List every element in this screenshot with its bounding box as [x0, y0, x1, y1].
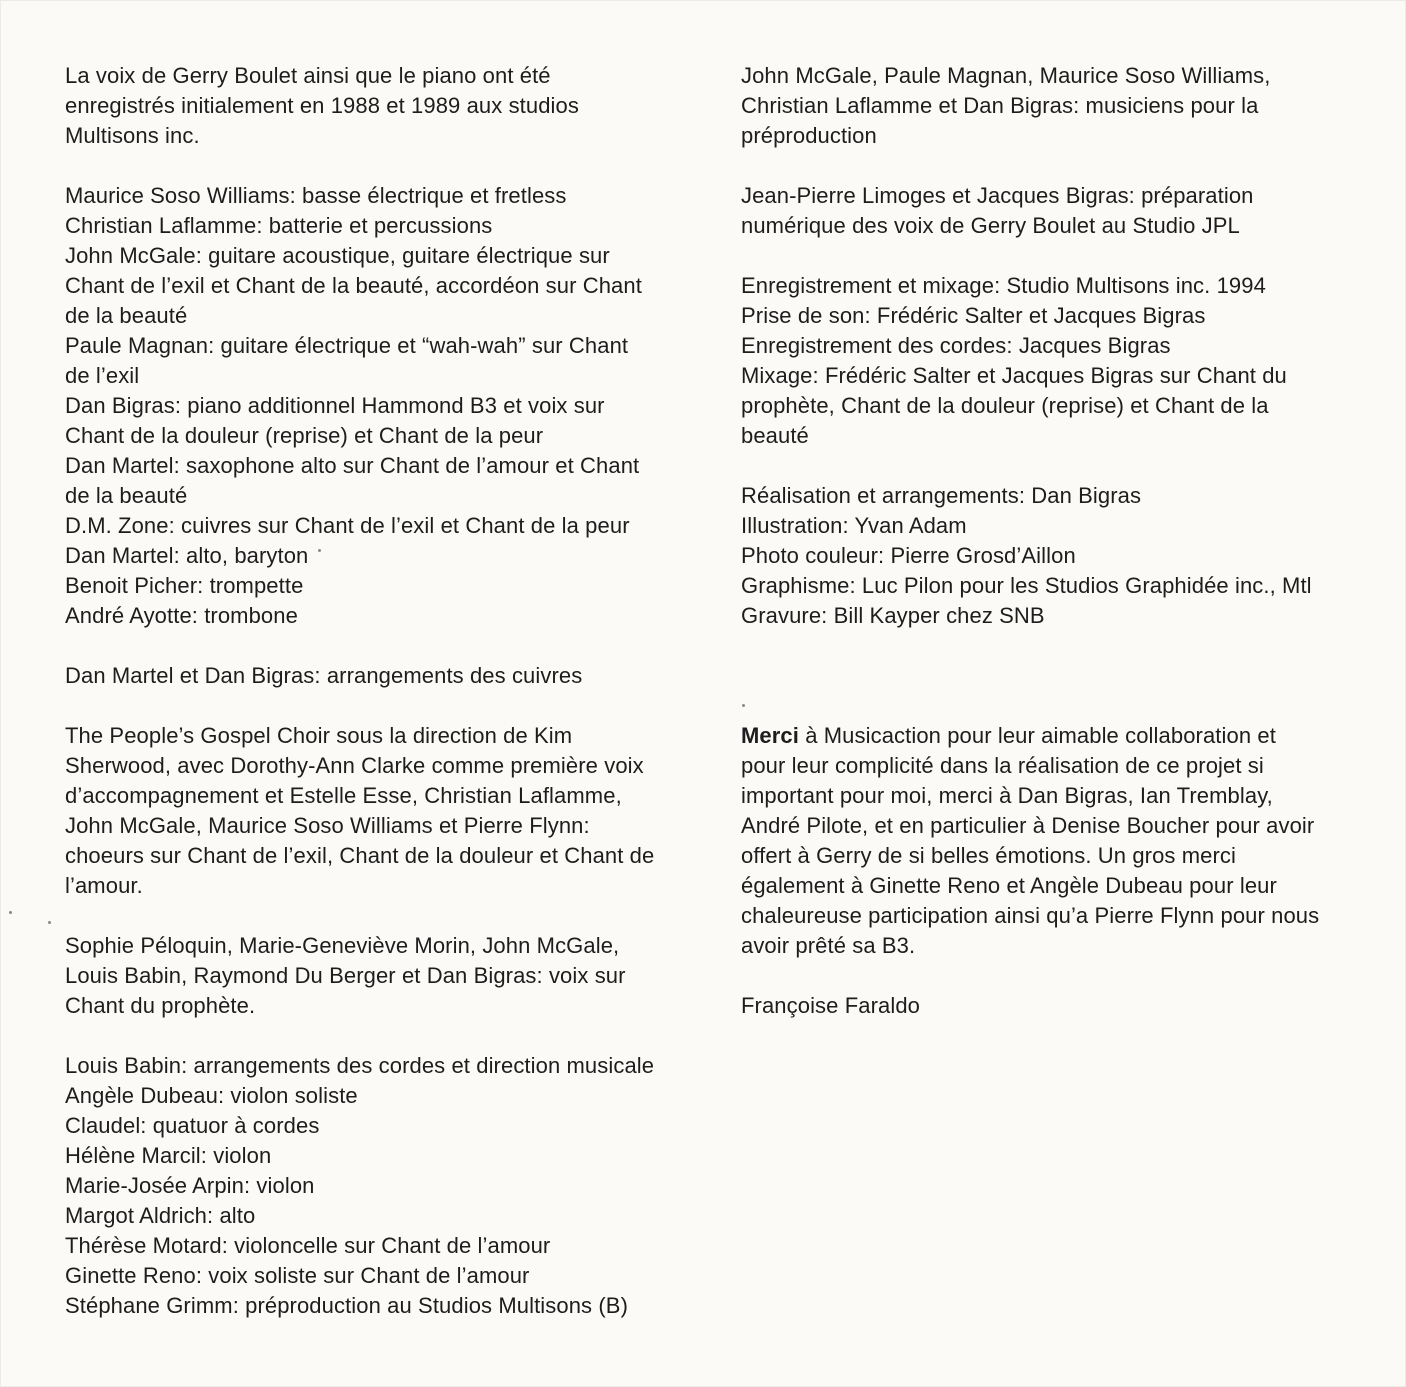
text-line: Claudel: quatuor à cordes [65, 1113, 320, 1138]
text-line: Dan Martel: alto, baryton [65, 543, 309, 568]
voices-block [65, 931, 705, 1021]
text-line: Gravure: Bill Kayper chez SNB [741, 603, 1045, 628]
text-line: Angèle Dubeau: violon soliste [65, 1083, 358, 1108]
text-line: Chant de l’exil et Chant de la beauté, accordéon sur Chant [65, 273, 642, 298]
text-line: prophète, Chant de la douleur (reprise) et Chant de la [741, 393, 1269, 418]
text-line: Jean-Pierre Limoges et Jacques Bigras: préparation [741, 183, 1254, 208]
thanks-block [741, 721, 1381, 961]
text-line [741, 721, 1381, 751]
text-line: enregistrés initialement en 1988 et 1989 aux studios [65, 93, 579, 118]
signature: Françoise Faraldo [741, 993, 920, 1018]
text-line: numérique des voix de Gerry Boulet au Studio JPL [741, 213, 1240, 238]
text-line: l’amour. [65, 873, 143, 898]
text-line: Réalisation et arrangements: Dan Bigras [741, 483, 1142, 508]
text-line: Prise de son: Frédéric Salter et Jacques Bigras [741, 303, 1206, 328]
scan-speck [318, 549, 321, 552]
text-line: John McGale, Maurice Soso Williams et Pierre Flynn: [65, 813, 590, 838]
text-line: Sherwood, avec Dorothy-Ann Clarke comme première voix [65, 753, 644, 778]
text-line: Margot Aldrich: alto [65, 1203, 256, 1228]
scan-speck [48, 921, 51, 924]
text-line: Stéphane Grimm: préproduction au Studios Multisons (B) [65, 1293, 628, 1318]
text-line: chaleureuse participation ainsi qu’a Pierre Flynn pour nous [741, 903, 1320, 928]
voice-preparation-block [741, 181, 1381, 241]
text-line: important pour moi, merci à Dan Bigras, Ian Tremblay, [741, 783, 1273, 808]
text-line: Graphisme: Luc Pilon pour les Studios Graphidée inc., Mtl [741, 573, 1312, 598]
musicians-block [65, 181, 705, 631]
text-line: Marie-Josée Arpin: violon [65, 1173, 315, 1198]
text-line: Ginette Reno: voix soliste sur Chant de l’amour [65, 1263, 530, 1288]
recording-mixing-block [741, 271, 1381, 451]
text-line: André Pilote, et en particulier à Denise Boucher pour avoir [741, 813, 1315, 838]
text-line: offert à Gerry de si belles émotions. Un gros merci [741, 843, 1236, 868]
text-line: Enregistrement et mixage: Studio Multisons inc. 1994 [741, 273, 1266, 298]
choir-block [65, 721, 705, 901]
scan-speck [9, 911, 12, 914]
text-line: Dan Martel: saxophone alto sur Chant de l’amour et Chant [65, 453, 640, 478]
strings-block [65, 1051, 705, 1321]
right-column [741, 61, 1381, 1021]
preproduction-block [741, 61, 1381, 151]
text-line: choeurs sur Chant de l’exil, Chant de la douleur et Chant de [65, 843, 655, 868]
text-line: Multisons inc. [65, 123, 200, 148]
text-line: André Ayotte: trombone [65, 603, 298, 628]
text-line: Paule Magnan: guitare électrique et “wah-wah” sur Chant [65, 333, 629, 358]
text-line: D.M. Zone: cuivres sur Chant de l’exil et Chant de la peur [65, 513, 630, 538]
text-line: Christian Laflamme et Dan Bigras: musiciens pour la [741, 93, 1259, 118]
text-line: Sophie Péloquin, Marie-Geneviève Morin, John McGale, [65, 933, 620, 958]
text-line: Illustration: Yvan Adam [741, 513, 967, 538]
text-line: Louis Babin: arrangements des cordes et direction musicale [65, 1053, 655, 1078]
scan-speck [742, 704, 745, 707]
text-line: Chant du prophète. [65, 993, 256, 1018]
text-line: Chant de la douleur (reprise) et Chant de la peur [65, 423, 544, 448]
text-line: beauté [741, 423, 809, 448]
text-line: The People’s Gospel Choir sous la direction de Kim [65, 723, 573, 748]
recording-intro-block [65, 61, 705, 151]
text-line: d’accompagnement et Estelle Esse, Christian Laflamme, [65, 783, 622, 808]
text-line: pour leur complicité dans la réalisation de ce projet si [741, 753, 1264, 778]
text-line: de l’exil [65, 363, 140, 388]
text-line: Benoit Picher: trompette [65, 573, 304, 598]
text-line: La voix de Gerry Boulet ainsi que le piano ont été [65, 63, 551, 88]
text-line: Mixage: Frédéric Salter et Jacques Bigras sur Chant du [741, 363, 1287, 388]
text-line: Dan Martel et Dan Bigras: arrangements des cuivres [65, 663, 583, 688]
text-line: également à Ginette Reno et Angèle Dubeau pour leur [741, 873, 1277, 898]
text-line: Dan Bigras: piano additionnel Hammond B3 et voix sur [65, 393, 605, 418]
text-line: de la beauté [65, 303, 188, 328]
text-line: John McGale: guitare acoustique, guitare électrique sur [65, 243, 610, 268]
text-line: Thérèse Motard: violoncelle sur Chant de l’amour [65, 1233, 551, 1258]
left-column [65, 61, 705, 1321]
brass-arrangements-block [65, 661, 705, 691]
production-credits-block [741, 481, 1381, 631]
text-line: Hélène Marcil: violon [65, 1143, 272, 1168]
text-line: John McGale, Paule Magnan, Maurice Soso Williams, [741, 63, 1271, 88]
text-line: Photo couleur: Pierre Grosd’Aillon [741, 543, 1076, 568]
text-line: de la beauté [65, 483, 188, 508]
text-line: avoir prêté sa B3. [741, 933, 916, 958]
text-line: Enregistrement des cordes: Jacques Bigras [741, 333, 1171, 358]
text-line: Maurice Soso Williams: basse électrique et fretless [65, 183, 567, 208]
text-line: Louis Babin, Raymond Du Berger et Dan Bigras: voix sur [65, 963, 626, 988]
thanks-first-line: à Musicaction pour leur aimable collaboration et [798, 723, 1276, 748]
text-line: préproduction [741, 123, 877, 148]
text-line: Christian Laflamme: batterie et percussions [65, 213, 493, 238]
thanks-heading: Merci [741, 723, 799, 748]
